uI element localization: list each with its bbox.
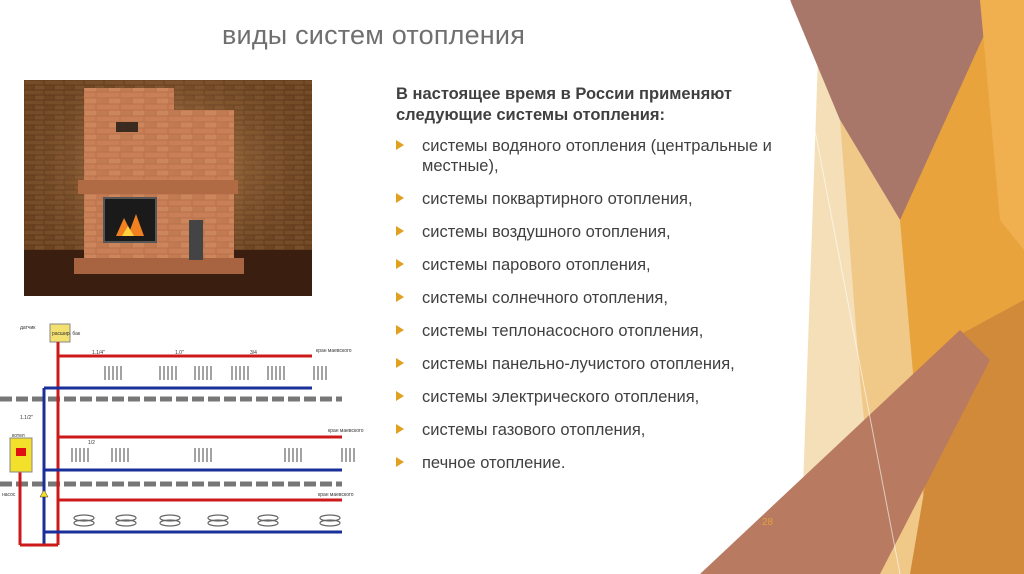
valve-label-2: кран маевского [328, 428, 364, 434]
list-item [396, 453, 776, 473]
list-item [396, 255, 776, 275]
pump-label: насос [2, 492, 16, 498]
bullet-triangle-icon [396, 391, 404, 401]
bullet-triangle-icon [396, 193, 404, 203]
list-item-label: системы водяного отопления (центральные и местные), [422, 137, 772, 175]
heating-systems-list [396, 136, 776, 473]
valve-label-3: кран маевского [318, 492, 354, 498]
list-item-label: системы панельно-лучистого отопления, [422, 355, 735, 373]
bullet-triangle-icon [396, 259, 404, 269]
list-item-label: системы солнечного отопления, [422, 289, 668, 307]
bullet-triangle-icon [396, 457, 404, 467]
pipe-size-label: 1.1/4" [92, 350, 105, 356]
bullet-triangle-icon [396, 424, 404, 434]
list-item [396, 354, 776, 374]
bullet-triangle-icon [396, 140, 404, 150]
list-item [396, 136, 776, 176]
list-item-label: системы электрического отопления, [422, 388, 700, 406]
brick-stove-photo [24, 80, 312, 296]
pipe-size-label: 1.1/2" [20, 415, 33, 421]
list-item [396, 420, 776, 440]
list-item-label: системы парового отопления, [422, 256, 651, 274]
slide-number: 28 [762, 517, 774, 528]
slide-content [396, 84, 776, 486]
pipe-size-label: 1/2 [88, 440, 95, 446]
pipe-size-label: 1.0" [175, 350, 184, 356]
bullet-triangle-icon [396, 292, 404, 302]
list-item [396, 387, 776, 407]
pipe-size-label: 3/4 [250, 350, 257, 356]
intro-text: В настоящее время в России применяют следующие системы отопления: [396, 85, 732, 124]
list-item-label: печное отопление. [422, 454, 566, 472]
tank-label: расшир. бак [52, 331, 81, 337]
list-item-label: системы газового отопления, [422, 421, 646, 439]
list-item [396, 288, 776, 308]
list-item-label: системы теплонасосного отопления, [422, 322, 704, 340]
list-item [396, 321, 776, 341]
list-item-label: системы воздушного отопления, [422, 223, 671, 241]
bullet-triangle-icon [396, 226, 404, 236]
list-item [396, 222, 776, 242]
boiler-label: котел [12, 433, 25, 439]
bullet-triangle-icon [396, 325, 404, 335]
slide-title: виды систем отопления [222, 20, 526, 50]
list-item [396, 189, 776, 209]
bullet-triangle-icon [396, 358, 404, 368]
sensor-label: датчик [20, 325, 36, 331]
valve-label-1: кран маевского [316, 348, 352, 354]
list-item-label: системы поквартирного отопления, [422, 190, 693, 208]
heating-system-diagram [0, 320, 372, 548]
